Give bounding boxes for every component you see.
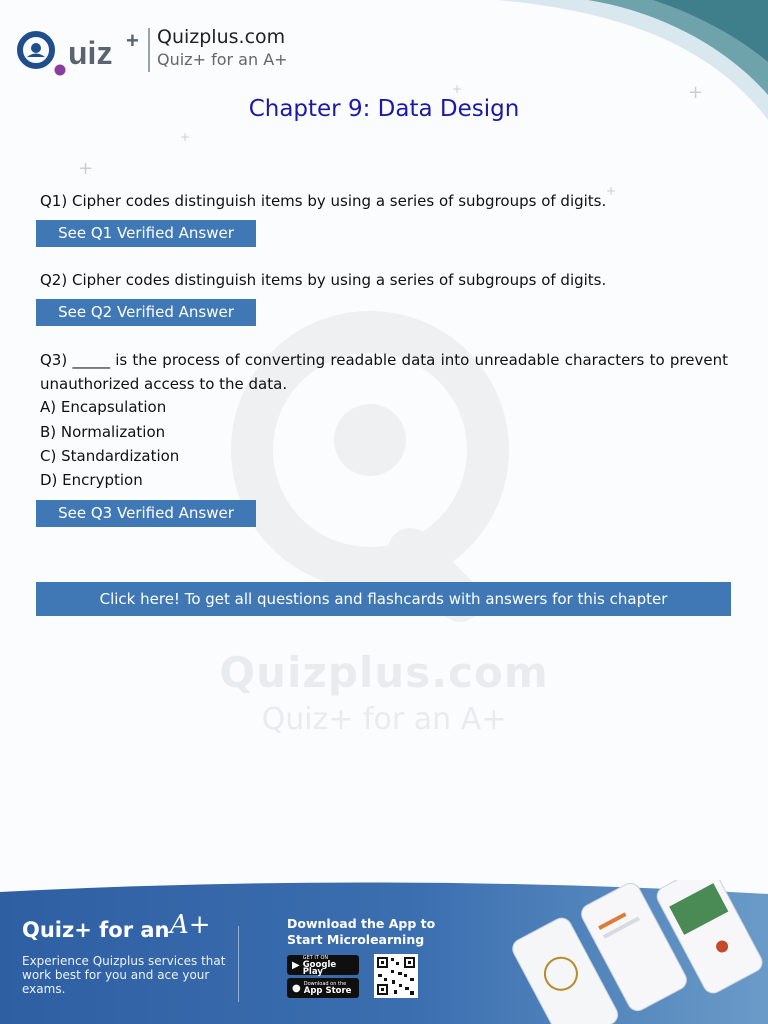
plus-decoration-icon: +: [688, 82, 704, 103]
svg-text:+: +: [126, 28, 139, 53]
plus-decoration-icon: +: [78, 158, 94, 179]
app-store-badge[interactable]: [287, 978, 359, 998]
question-3-text: Q3) _____ is the process of converting readable data into unreadable characters to prevent unauthorized access to the data.: [40, 351, 728, 393]
brand-site-name: Quizplus.com: [157, 26, 286, 48]
plus-decoration-icon: +: [180, 130, 191, 144]
question-1-text: Q1) Cipher codes distinguish items by using a series of subgroups of digits.: [40, 192, 607, 210]
app-store-small-label: Download on the: [303, 981, 347, 987]
page-title: Chapter 9: Data Design: [248, 96, 520, 122]
q3-option-d: D) Encryption: [40, 471, 143, 489]
q3-verified-answer-button[interactable]: See Q3 Verified Answer: [36, 500, 256, 527]
google-play-icon: ▶: [292, 959, 300, 971]
quizplus-logo: [14, 24, 154, 80]
watermark-site-text: Quizplus.com: [219, 648, 549, 697]
footer-divider: [238, 926, 239, 1002]
q3-option-b: B) Normalization: [40, 423, 166, 441]
brand-divider: [148, 28, 150, 72]
google-play-small-label: GET IT ON: [302, 954, 329, 961]
footer-subtitle: Experience Quizplus services that work best for you and ace your exams.: [22, 954, 226, 996]
q1-verified-answer-button[interactable]: See Q1 Verified Answer: [36, 220, 256, 247]
google-play-label: Google Play: [302, 959, 337, 977]
footer-title-aplus: A+: [170, 910, 211, 940]
apple-icon: ●: [292, 982, 301, 994]
question-2-text: Q2) Cipher codes distinguish items by using a series of subgroups of digits.: [40, 271, 607, 289]
app-phones-illustration: [508, 880, 768, 1024]
download-app-text: Download the App to Start Microlearning: [287, 916, 436, 947]
svg-text:uiz: uiz: [68, 35, 113, 71]
plus-decoration-icon: +: [452, 82, 463, 96]
plus-decoration-icon: +: [606, 184, 617, 198]
q2-verified-answer-button[interactable]: See Q2 Verified Answer: [36, 299, 256, 326]
footer-banner: [0, 880, 768, 1024]
google-play-badge[interactable]: [287, 955, 359, 975]
brand-tagline: Quiz+ for an A+: [157, 50, 288, 69]
qr-code-icon[interactable]: [374, 954, 418, 998]
q3-option-a: A) Encapsulation: [40, 398, 167, 416]
watermark-tagline-text: Quiz+ for an A+: [261, 702, 507, 737]
q3-option-c: C) Standardization: [40, 447, 180, 465]
all-questions-cta-button[interactable]: Click here! To get all questions and flashcards with answers for this chapter: [36, 582, 731, 616]
app-store-label: App Store: [303, 986, 352, 996]
corner-swoosh-decoration: [438, 0, 768, 170]
footer-title: Quiz+ for an: [22, 918, 170, 942]
